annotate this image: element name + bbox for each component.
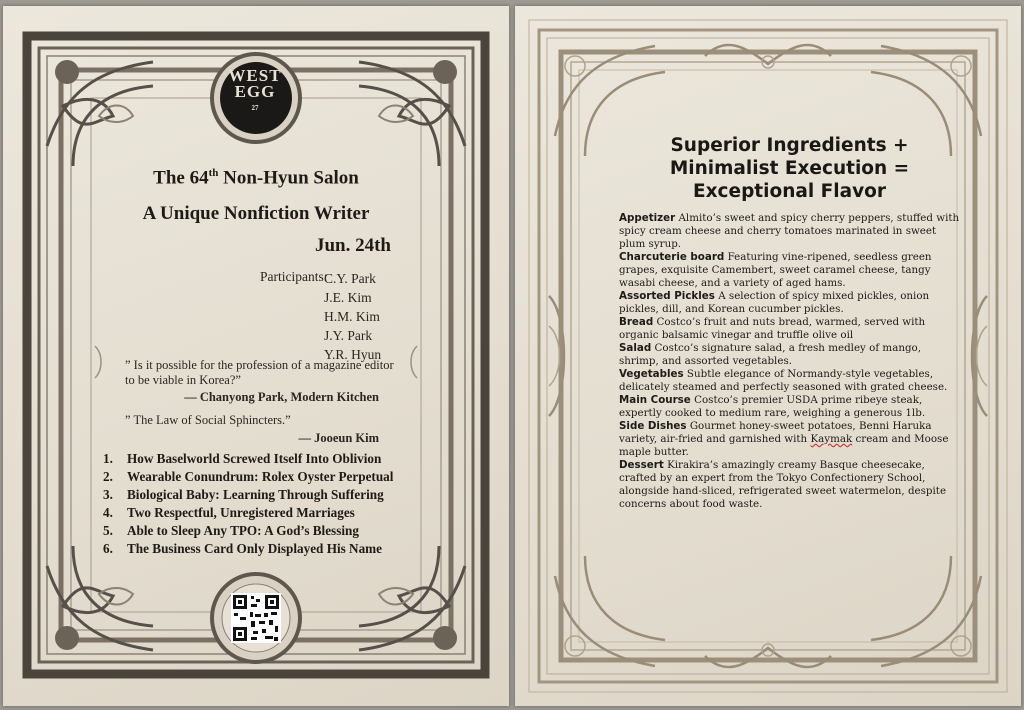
heading-line: Exceptional Flavor [692,181,886,202]
logo-number: 27 [251,104,259,112]
course-name: Vegetables [619,368,684,380]
heading-line: Superior Ingredients + [670,135,909,156]
title-superscript: th [208,167,219,179]
participant: C.Y. Park [324,271,376,286]
menu-item [619,420,961,459]
quote-2: ” The Law of Social Sphincters.” [125,413,291,427]
course-desc: A selection of spicy mixed pickles, onion pickles, dill, and Korean cucumber pickles. [619,290,930,315]
menu-heading [577,134,1002,203]
course-desc: Kirakira’s amazingly creamy Basque cheesecake, crafted by an expert from the Tokyo Confectionery School, alongside hand-sliced, refrigerated sweet watermelon, despite concerns about food waste. [619,459,947,510]
participants-label: Participants: [260,269,328,284]
event-card-front [3,6,509,706]
menu-list [619,212,961,511]
quote-1-attribution: — Chanyong Park, Modern Kitchen [184,390,379,404]
event-subtitle: A Unique Nonfiction Writer [142,203,370,224]
quote-2-attribution: — Jooeun Kim [298,431,379,445]
course-desc: Costco’s signature salad, a fresh medley of mango, shrimp, and assorted vegetables. [619,342,922,367]
list-item: 1. How Baselworld Screwed Itself Into Oblivion [103,451,382,466]
course-desc: cream and Moose maple butter. [619,433,949,458]
menu-item [619,251,961,290]
menu-item [619,290,961,316]
west-egg-logo [215,68,295,116]
participant: Y.R. Hyun [324,347,382,362]
list-item: 4. Two Respectful, Unregistered Marriages [103,504,355,520]
course-name: Main Course [619,394,691,406]
logo-line-1: WEST [228,66,282,85]
course-desc: Costco’s premier USDA prime ribeye steak, expertly cooked to medium rare, weighing a generous 1lb. [619,394,926,419]
course-name: Side Dishes [619,420,687,432]
list-item: 3. Biological Baby: Learning Through Suffering [103,486,384,502]
course-name: Salad [619,342,652,354]
course-desc: Gourmet honey-sweet potatoes, Benni Haruka variety, air-fried and garnished with [619,420,932,445]
course-name: Charcuterie board [619,251,725,263]
list-item: 2. Wearable Conundrum: Rolex Oyster Perpetual [103,468,394,484]
event-date: Jun. 24th [314,235,391,256]
menu-item [619,459,961,511]
course-desc: Featuring vine-ripened, seedless green grapes, exquisite Camembert, sweet caramel cheese, tangy wasabi cheese, and a variety of aged hams. [619,251,932,289]
course-desc: Subtle elegance of Normandy-style vegetables, delicately steamed and perfectly seasoned with grated cheese. [619,368,948,393]
heading-line: Minimalist Execution = [669,158,910,179]
course-name: Assorted Pickles [619,290,715,302]
participant: H.M. Kim [324,309,380,324]
menu-item [619,342,961,368]
menu-item [619,394,961,420]
course-desc: Costco’s fruit and nuts bread, warmed, served with organic balsamic vinegar and truffle olive oil [619,316,926,341]
list-item: 5. Able to Sleep Any TPO: A God’s Blessing [103,522,359,538]
course-name: Bread [619,316,654,328]
menu-item [619,212,961,251]
participant: J.E. Kim [324,290,372,305]
topic-list [103,450,393,557]
logo-line-2: EGG [234,82,276,101]
title-rest: Non-Hyun Salon [218,167,359,189]
spellcheck-word: Kaymak [810,433,853,445]
course-name: Appetizer [619,212,676,224]
quote-1: ” Is it possible for the profession of a magazine editor to be viable in Korea?” [125,358,394,387]
qr-code [231,593,281,643]
list-item: 6. The Business Card Only Displayed His Name [103,540,382,556]
course-desc: Almito’s sweet and spicy cherry peppers, stuffed with spicy cream cheese and cherry tomatoes marinated in sweet plum syrup. [619,212,960,250]
menu-card [515,6,1021,706]
title-main: The 64 [153,167,209,189]
menu-item [619,368,961,394]
course-name: Dessert [619,459,664,471]
participant: J.Y. Park [324,328,373,343]
event-title [3,167,509,189]
menu-item [619,316,961,342]
participants-list [324,269,381,364]
